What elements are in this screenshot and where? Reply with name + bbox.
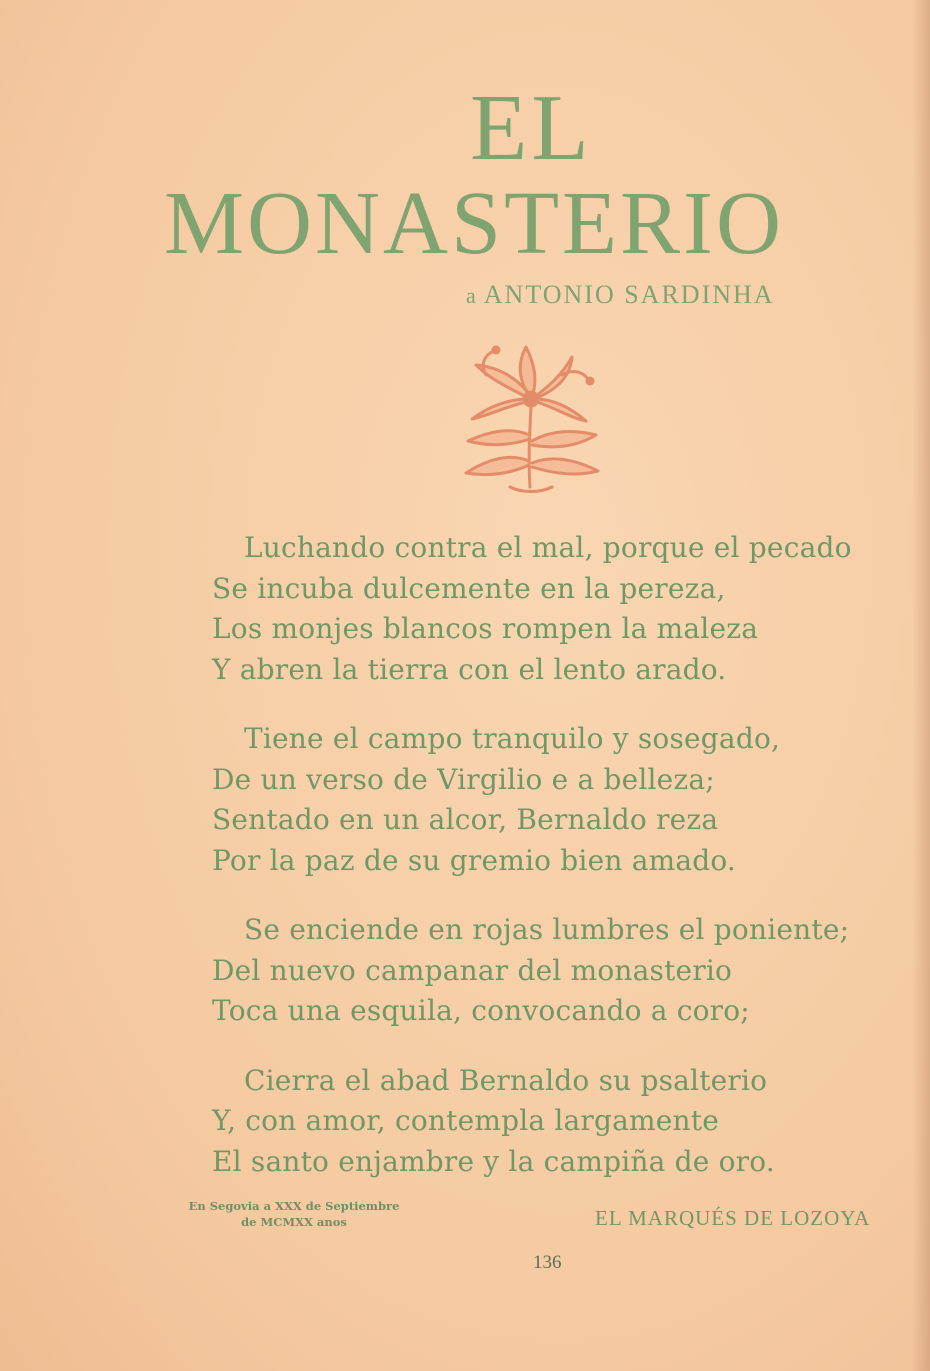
title-line-2: MONASTERIO	[164, 174, 785, 273]
dedication	[466, 280, 775, 310]
poem-line: El santo enjambre y la campiña de oro.	[212, 1144, 775, 1178]
dedication-prefix: a	[466, 283, 478, 308]
flower-ornament-icon	[450, 335, 610, 500]
poem-line: Toca una esquila, convocando a coro;	[212, 994, 750, 1027]
poem-line: Luchando contra el mal, porque el pecado	[244, 531, 852, 564]
poem-line: Se enciende en rojas lumbres el poniente;	[244, 913, 850, 946]
colophon-place: En Segovia a XXX de Septiembre	[188, 1199, 400, 1213]
poem-line: Tiene el campo tranquilo y sosegado,	[244, 722, 781, 755]
poem-line: Del nuevo campanar del monasterio	[212, 953, 733, 987]
stanza-2	[212, 719, 852, 881]
poem-line: Por la paz de su gremio bien amado.	[212, 843, 737, 877]
poem	[212, 528, 852, 1211]
author-signature: EL MARQUÉS DE LOZOYA	[595, 1206, 871, 1230]
dedication-name: ANTONIO SARDINHA	[483, 280, 775, 309]
page-edge-shadow	[912, 0, 930, 1371]
poem-line: Se incuba dulcemente en la pereza,	[212, 571, 726, 605]
poem-line: Los monjes blancos rompen la maleza	[212, 612, 759, 645]
poem-line: Cierra el abad Bernaldo su psalterio	[244, 1063, 768, 1097]
stanza-1	[212, 528, 852, 690]
poem-line: Y abren la tierra con el lento arado.	[212, 652, 727, 686]
poem-line: Y, con amor, contempla largamente	[212, 1104, 720, 1137]
title-line-1: EL	[470, 76, 593, 180]
colophon-date: de MCMXX anos	[241, 1215, 347, 1229]
poem-line: De un verso de Virgilio e a belleza;	[212, 762, 715, 796]
stanza-4	[212, 1061, 852, 1183]
poem-line: Sentado en un alcor, Bernaldo reza	[212, 803, 719, 836]
colophon	[164, 1198, 424, 1230]
stanza-3	[212, 910, 852, 1032]
page-number: 136	[533, 1252, 562, 1273]
